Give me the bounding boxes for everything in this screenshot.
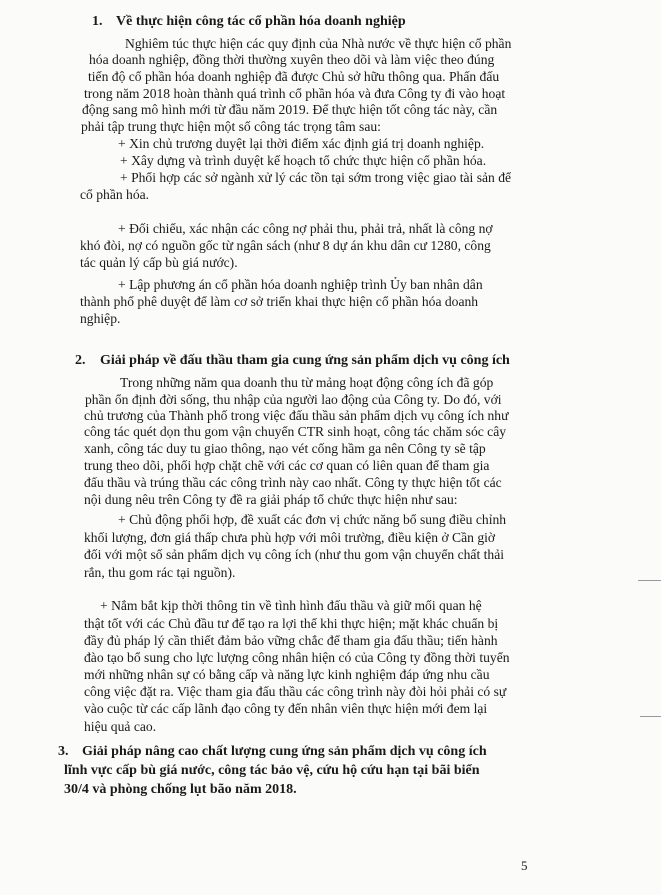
section-1-number: 1. [92,14,103,29]
list-item: + Phối hợp các sở ngành xử lý các tồn tại sớm trong việc giao tài sản để [120,170,512,185]
list-item: + Chủ động phối hợp, đề xuất các đơn vị chức năng bổ sung điều chỉnh [118,512,507,527]
section-3-heading-line: 30/4 và phòng chống lụt bão năm 2018. [64,782,297,797]
list-item: + Lập phương án cổ phần hóa doanh nghiệp trình Ủy ban nhân dân [118,277,483,292]
paragraph-line: xanh, công tác duy tu giao thông, nạo vét cống hầm ga nên Công ty sẽ tập [84,441,486,456]
list-item-continuation: rắn, thu gom rác tại nguồn). [84,565,236,580]
list-item-continuation: nghiệp. [80,311,121,326]
paragraph-line: phần ổn định đời sống, thu nhập của người lao động của Công ty. Do đó, với [85,392,502,407]
list-item: + Nắm bắt kịp thời thông tin về tình hình đấu thầu và giữ mối quan hệ [100,598,482,613]
list-item-continuation: thành phố phê duyệt để làm cơ sở triển khai thực hiện cổ phần hóa doanh [80,294,479,309]
page-number: 5 [521,858,528,873]
section-3-number: 3. [58,744,69,759]
paragraph-line: chủ trương của Thành phố trong việc đấu thầu sản phẩm dịch vụ công ích như [84,408,509,423]
list-item-continuation: khối lượng, đơn giá thấp chưa phù hợp với môi trường, điều kiện ở Cần giờ [84,530,496,545]
list-item-continuation: thật tốt với các Chủ đầu tư để tạo ra lợi thế khi thực hiện; mặt khác chuẩn bị [84,616,499,631]
paragraph-line: phải tập trung thực hiện một số công tác trọng tâm sau: [81,119,381,134]
paragraph-line: tiến độ cổ phần hóa doanh nghiệp đã được Chủ sở hữu thông qua. Phấn đấu [88,69,500,84]
paragraph-line: Nghiêm túc thực hiện các quy định của Nhà nước về thực hiện cổ phần [125,36,512,51]
paragraph-line: hóa doanh nghiệp, đồng thời thường xuyên theo dõi và làm việc theo đúng [89,52,495,67]
list-item-continuation: đối với một số sản phẩm dịch vụ công ích (như thu gom vận chuyển chất thải [84,547,505,562]
section-3-heading-line: Giải pháp nâng cao chất lượng cung ứng sản phẩm dịch vụ công ích [82,744,487,759]
section-3-heading-line: lĩnh vực cấp bù giá nước, công tác bảo vệ, cứu hộ cứu hạn tại bãi biển [64,763,480,778]
list-item-continuation: cổ phần hóa. [80,187,150,202]
list-item-continuation: hiệu quả cao. [84,719,157,734]
list-item-continuation: công việc đặt ra. Việc tham gia đấu thầu các công trình này đòi hỏi phải có sự [84,684,507,699]
paragraph-line: đấu thầu và trúng thầu các công trình này cao nhất. Công ty thực hiện tốt các [84,475,502,490]
scan-edge-mark [638,580,661,581]
list-item-continuation: khó đòi, nợ có nguồn gốc từ ngân sách (như 8 dự án khu dân cư 1280, công [80,238,491,253]
list-item: + Xin chủ trương duyệt lại thời điểm xác định giá trị doanh nghiệp. [118,136,485,151]
list-item: + Xây dựng và trình duyệt kế hoạch tổ chức thực hiện cổ phần hóa. [120,153,487,168]
paragraph-line: trong năm 2018 hoàn thành quá trình cổ phần hóa và đưa Công ty đi vào hoạt [84,86,506,101]
list-item: + Đối chiếu, xác nhận các công nợ phải thu, phải trả, nhất là công nợ [118,221,493,236]
list-item-continuation: tác quản lý cấp bù giá nước). [80,255,238,270]
section-2-heading: Giải pháp về đấu thầu tham gia cung ứng sản phẩm dịch vụ công ích [100,353,510,368]
paragraph-line: Trong những năm qua doanh thu từ mảng hoạt động công ích đã góp [120,375,494,390]
list-item-continuation: đào tạo bổ sung cho lực lượng công nhân hiện có của Công ty đồng thời tuyển [84,650,510,665]
paragraph-line: nội dung nêu trên Công ty đề ra giải pháp tổ chức thực hiện như sau: [84,492,458,507]
paragraph-line: động sang mô hình mới từ đầu năm 2019. Để thực hiện tốt công tác này, cần [82,102,498,117]
paragraph-line: công tác quét dọn thu gom vận chuyển CTR sinh hoạt, công tác chăm sóc cây [84,424,507,439]
scan-edge-mark [640,716,661,717]
section-2-number: 2. [75,353,86,368]
list-item-continuation: mới những nhân sự có bằng cấp và năng lực kinh nghiệm đáp ứng nhu cầu [84,667,490,682]
paragraph-line: trung theo dõi, phối hợp chặt chẽ với các cơ quan có liên quan để tham gia [84,458,490,473]
list-item-continuation: vào cuộc từ các cấp lãnh đạo công ty đến nhân viên thực hiện mới đem lại [84,701,488,716]
list-item-continuation: đầy đủ pháp lý cần thiết đảm bảo vững chắc để tham gia đấu thầu; tiến hành [84,633,498,648]
section-1-heading: Về thực hiện công tác cổ phần hóa doanh nghiệp [116,14,406,29]
